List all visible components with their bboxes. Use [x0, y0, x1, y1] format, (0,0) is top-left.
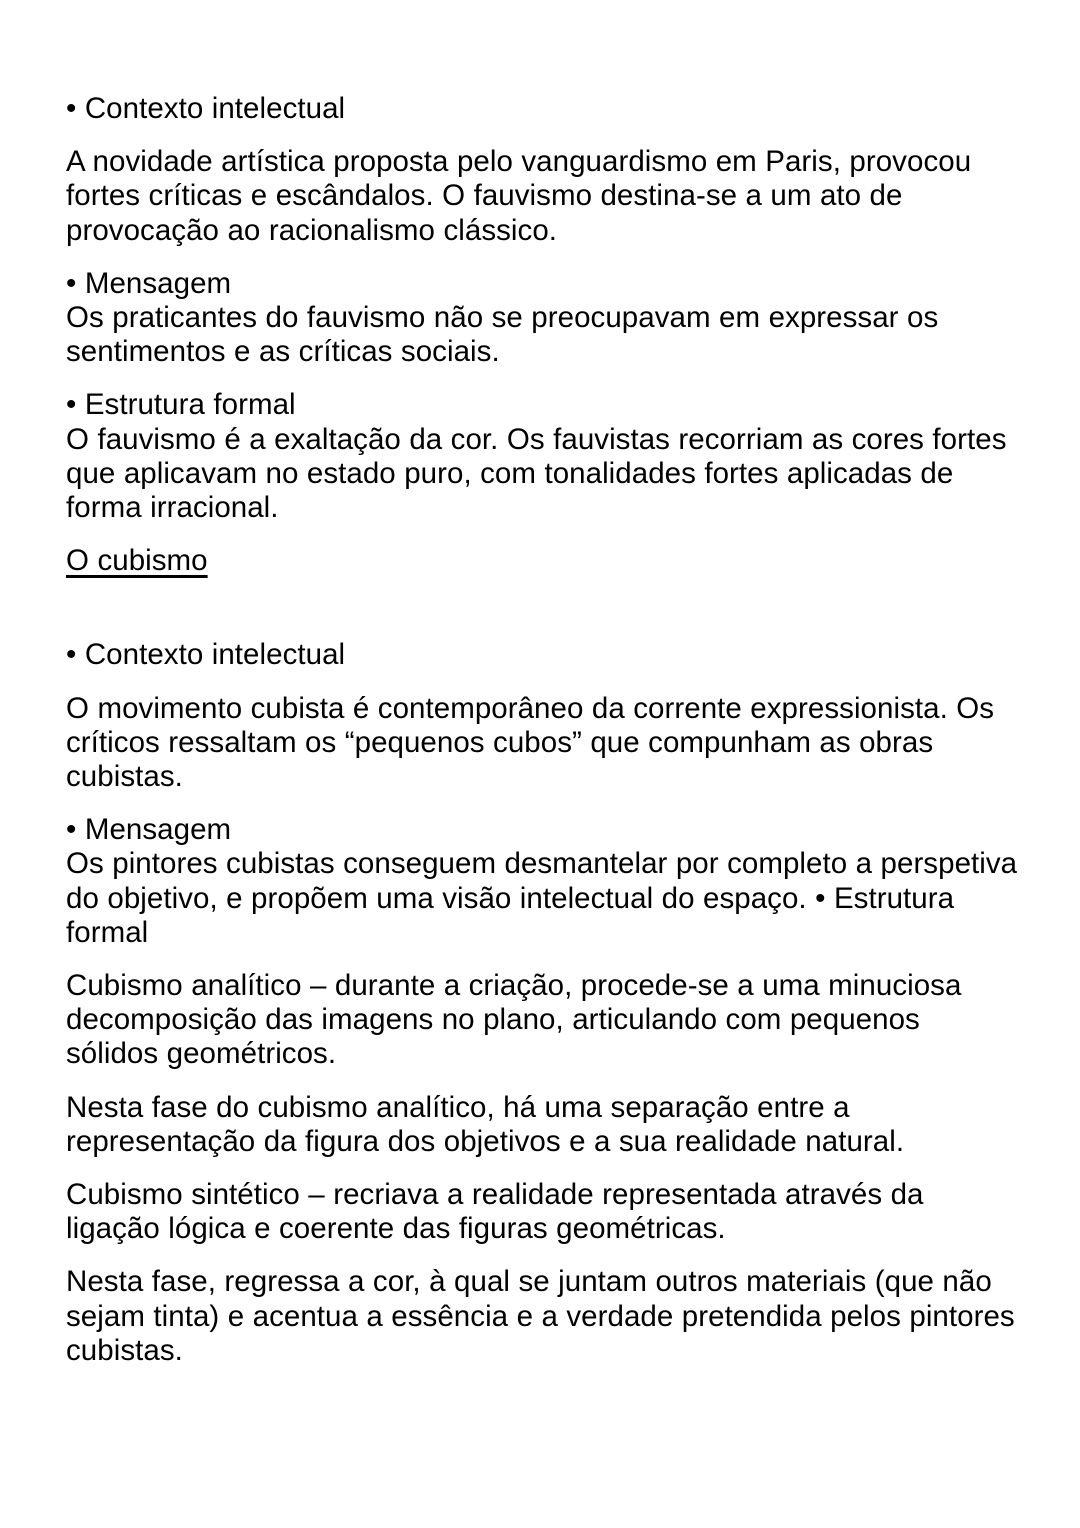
- paragraph-cubismo-contexto: O movimento cubista é contemporâneo da corrente expressionista. Os críticos ressaltam os “pequenos cubos” que compunham as obras cubistas.: [66, 691, 995, 794]
- paragraph-cubismo-sintetico-fase: Nesta fase, regressa a cor, à qual se juntam outros materiais (que não sejam tinta) e acentua a essência e a verdade pretendida pelos pintores cubistas.: [66, 1265, 1015, 1367]
- section-heading-o-cubismo: [66, 544, 1018, 578]
- paragraph-fauvismo-contexto: A novidade artística proposta pelo vanguardismo em Paris, provocou fortes críticas e escândalos. O fauvismo destina-se a um ato de provocação ao racionalismo clássico.: [66, 145, 972, 247]
- bullet-heading-estrutura-formal-fauvismo: • Estrutura formal: [66, 388, 296, 422]
- paragraph-fauvismo-estrutura: O fauvismo é a exaltação da cor. Os fauvistas recorriam as cores fortes que aplicavam no estado puro, com tonalidades fortes aplicadas de forma irracional.: [66, 422, 1007, 525]
- paragraph-fauvismo-mensagem: Os praticantes do fauvismo não se preocupavam em expressar os sentimentos e as críticas sociais.: [66, 301, 939, 369]
- bullet-heading-contexto-intelectual-fauvismo: • Contexto intelectual: [66, 92, 346, 125]
- bullet-block-estrutura-formal-fauvismo: [66, 388, 1018, 525]
- bullet-block-mensagem-fauvismo: [66, 267, 1018, 370]
- document-body: [66, 92, 1018, 1368]
- bullet-heading-contexto-intelectual-cubismo: • Contexto intelectual: [66, 638, 346, 672]
- section-heading-o-cubismo-text: O cubismo: [66, 544, 208, 578]
- paragraph-cubismo-analitico-fase: Nesta fase do cubismo analítico, há uma separação entre a representação da figura dos objetivos e a sua realidade natural.: [66, 1090, 905, 1158]
- bullet-block-mensagem-cubismo: [66, 813, 1018, 950]
- bullet-heading-mensagem-fauvismo: • Mensagem: [66, 266, 232, 300]
- paragraph-cubismo-sintetico: Cubismo sintético – recriava a realidade representada através da ligação lógica e coerente das figuras geométricas.: [66, 1178, 924, 1246]
- paragraph-cubismo-mensagem: Os pintores cubistas conseguem desmantelar por completo a perspetiva do objetivo, e propõem uma visão intelectual do espaço. • Estrutura formal: [66, 847, 1018, 949]
- bullet-heading-mensagem-cubismo: • Mensagem: [66, 813, 232, 847]
- paragraph-cubismo-analitico: Cubismo analítico – durante a criação, procede-se a uma minuciosa decomposição das imagens no plano, articulando com pequenos sólidos geométricos.: [66, 969, 962, 1071]
